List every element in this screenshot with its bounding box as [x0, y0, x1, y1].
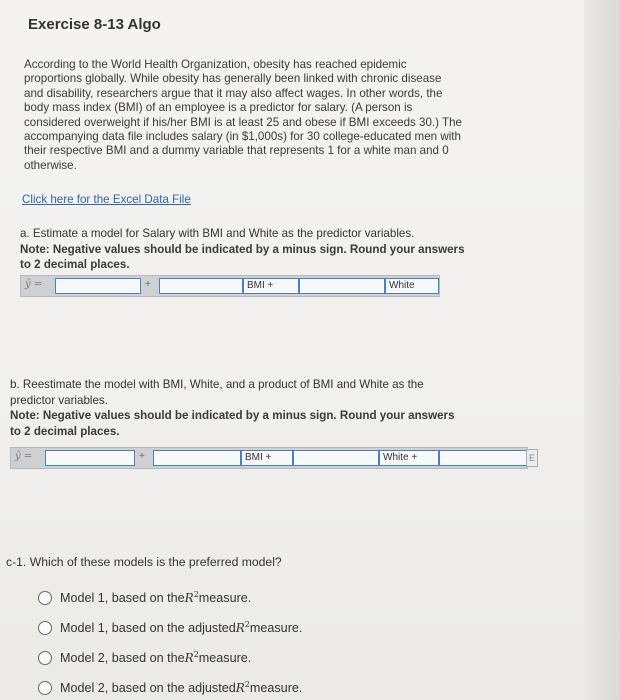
white-label: White + — [379, 450, 439, 466]
intro-line: accompanying data file includes salary (in $1,000s) for 30 college-educated men with — [24, 130, 461, 144]
white-label: White — [385, 278, 439, 294]
plus-sign: + — [139, 451, 145, 462]
option-prefix: Model 2, based on the adjusted — [60, 680, 236, 695]
intro-line: considered overweight if his/her BMI is at least 25 and obese if BMI exceeds 30.) The — [24, 115, 463, 129]
option-model1-adj-r2[interactable] — [38, 620, 302, 635]
r-squared-symbol: $R^2$ — [184, 650, 199, 665]
excel-data-link[interactable]: Click here for the Excel Data File — [22, 193, 191, 206]
part-a-note-line: to 2 decimal places. — [20, 258, 130, 271]
part-b-bmi-coef-input[interactable] — [153, 450, 241, 466]
page-edge — [584, 0, 620, 700]
option-suffix: measure. — [249, 620, 303, 635]
radio-button[interactable] — [38, 621, 52, 635]
radio-button[interactable] — [38, 651, 52, 665]
option-suffix: measure. — [198, 590, 252, 605]
intro-line: and disability, researchers argue that it may also affect wages. In other words, the — [24, 86, 443, 100]
y-hat-label: ŷ = — [15, 451, 33, 462]
option-suffix: measure. — [198, 650, 252, 665]
intro-line: proportions globally. While obesity has generally been linked with chronic disease — [24, 72, 442, 86]
part-b-intercept-input[interactable] — [45, 450, 135, 466]
part-b-interaction-coef-input[interactable] — [439, 450, 527, 466]
radio-button[interactable] — [38, 681, 52, 695]
r-squared-symbol: $R^2$ — [235, 680, 250, 695]
part-a-white-coef-input[interactable] — [299, 278, 385, 294]
option-model2-r2[interactable] — [38, 650, 251, 665]
option-model2-adj-r2[interactable] — [38, 680, 302, 695]
intro-line: According to the World Health Organization, obesity has reached epidemic — [24, 58, 407, 71]
part-b-equation-row — [10, 447, 528, 469]
exercise-title: Exercise 8-13 Algo — [28, 16, 161, 33]
part-b-note-line: to 2 decimal places. — [10, 424, 120, 438]
y-hat-label: ŷ = — [25, 279, 43, 290]
intro-line: body mass index (BMI) of an employee is a predictor for salary. (A person is — [24, 101, 413, 115]
part-a-bmi-coef-input[interactable] — [159, 278, 243, 294]
part-a-intercept-input[interactable] — [55, 278, 141, 294]
intro-line: otherwise. — [24, 158, 77, 172]
radio-button[interactable] — [38, 591, 52, 605]
part-b-prompt — [10, 377, 530, 439]
part-c1-question: c-1. Which of these models is the preferred model? — [6, 555, 282, 569]
bmi-label: BMI + — [241, 450, 293, 466]
intro-line: their respective BMI and a dummy variable that represents 1 for a white man and 0 — [24, 144, 449, 158]
part-a-question: a. Estimate a model for Salary with BMI and White as the predictor variables. — [20, 227, 415, 240]
truncated-label: E — [526, 449, 538, 467]
part-b-question-line: b. Reestimate the model with BMI, White, and a product of BMI and White as the — [10, 378, 424, 391]
option-prefix: Model 2, based on the — [60, 650, 185, 665]
option-prefix: Model 1, based on the adjusted — [60, 620, 236, 635]
part-a-prompt — [20, 226, 520, 273]
plus-sign: + — [145, 279, 151, 290]
bmi-label: BMI + — [243, 278, 299, 294]
part-b-white-coef-input[interactable] — [293, 450, 379, 466]
option-suffix: measure. — [249, 680, 303, 695]
part-a-note-line: Note: Negative values should be indicated by a minus sign. Round your answers — [20, 242, 465, 256]
intro-paragraph — [24, 58, 524, 173]
option-model1-r2[interactable] — [38, 590, 251, 605]
part-a-equation-row — [20, 275, 440, 297]
part-b-question-line: predictor variables. — [10, 393, 108, 407]
r-squared-symbol: $R^2$ — [184, 590, 199, 605]
option-prefix: Model 1, based on the — [60, 590, 185, 605]
r-squared-symbol: $R^2$ — [235, 620, 250, 635]
part-b-note-line: Note: Negative values should be indicated by a minus sign. Round your answers — [10, 409, 455, 422]
